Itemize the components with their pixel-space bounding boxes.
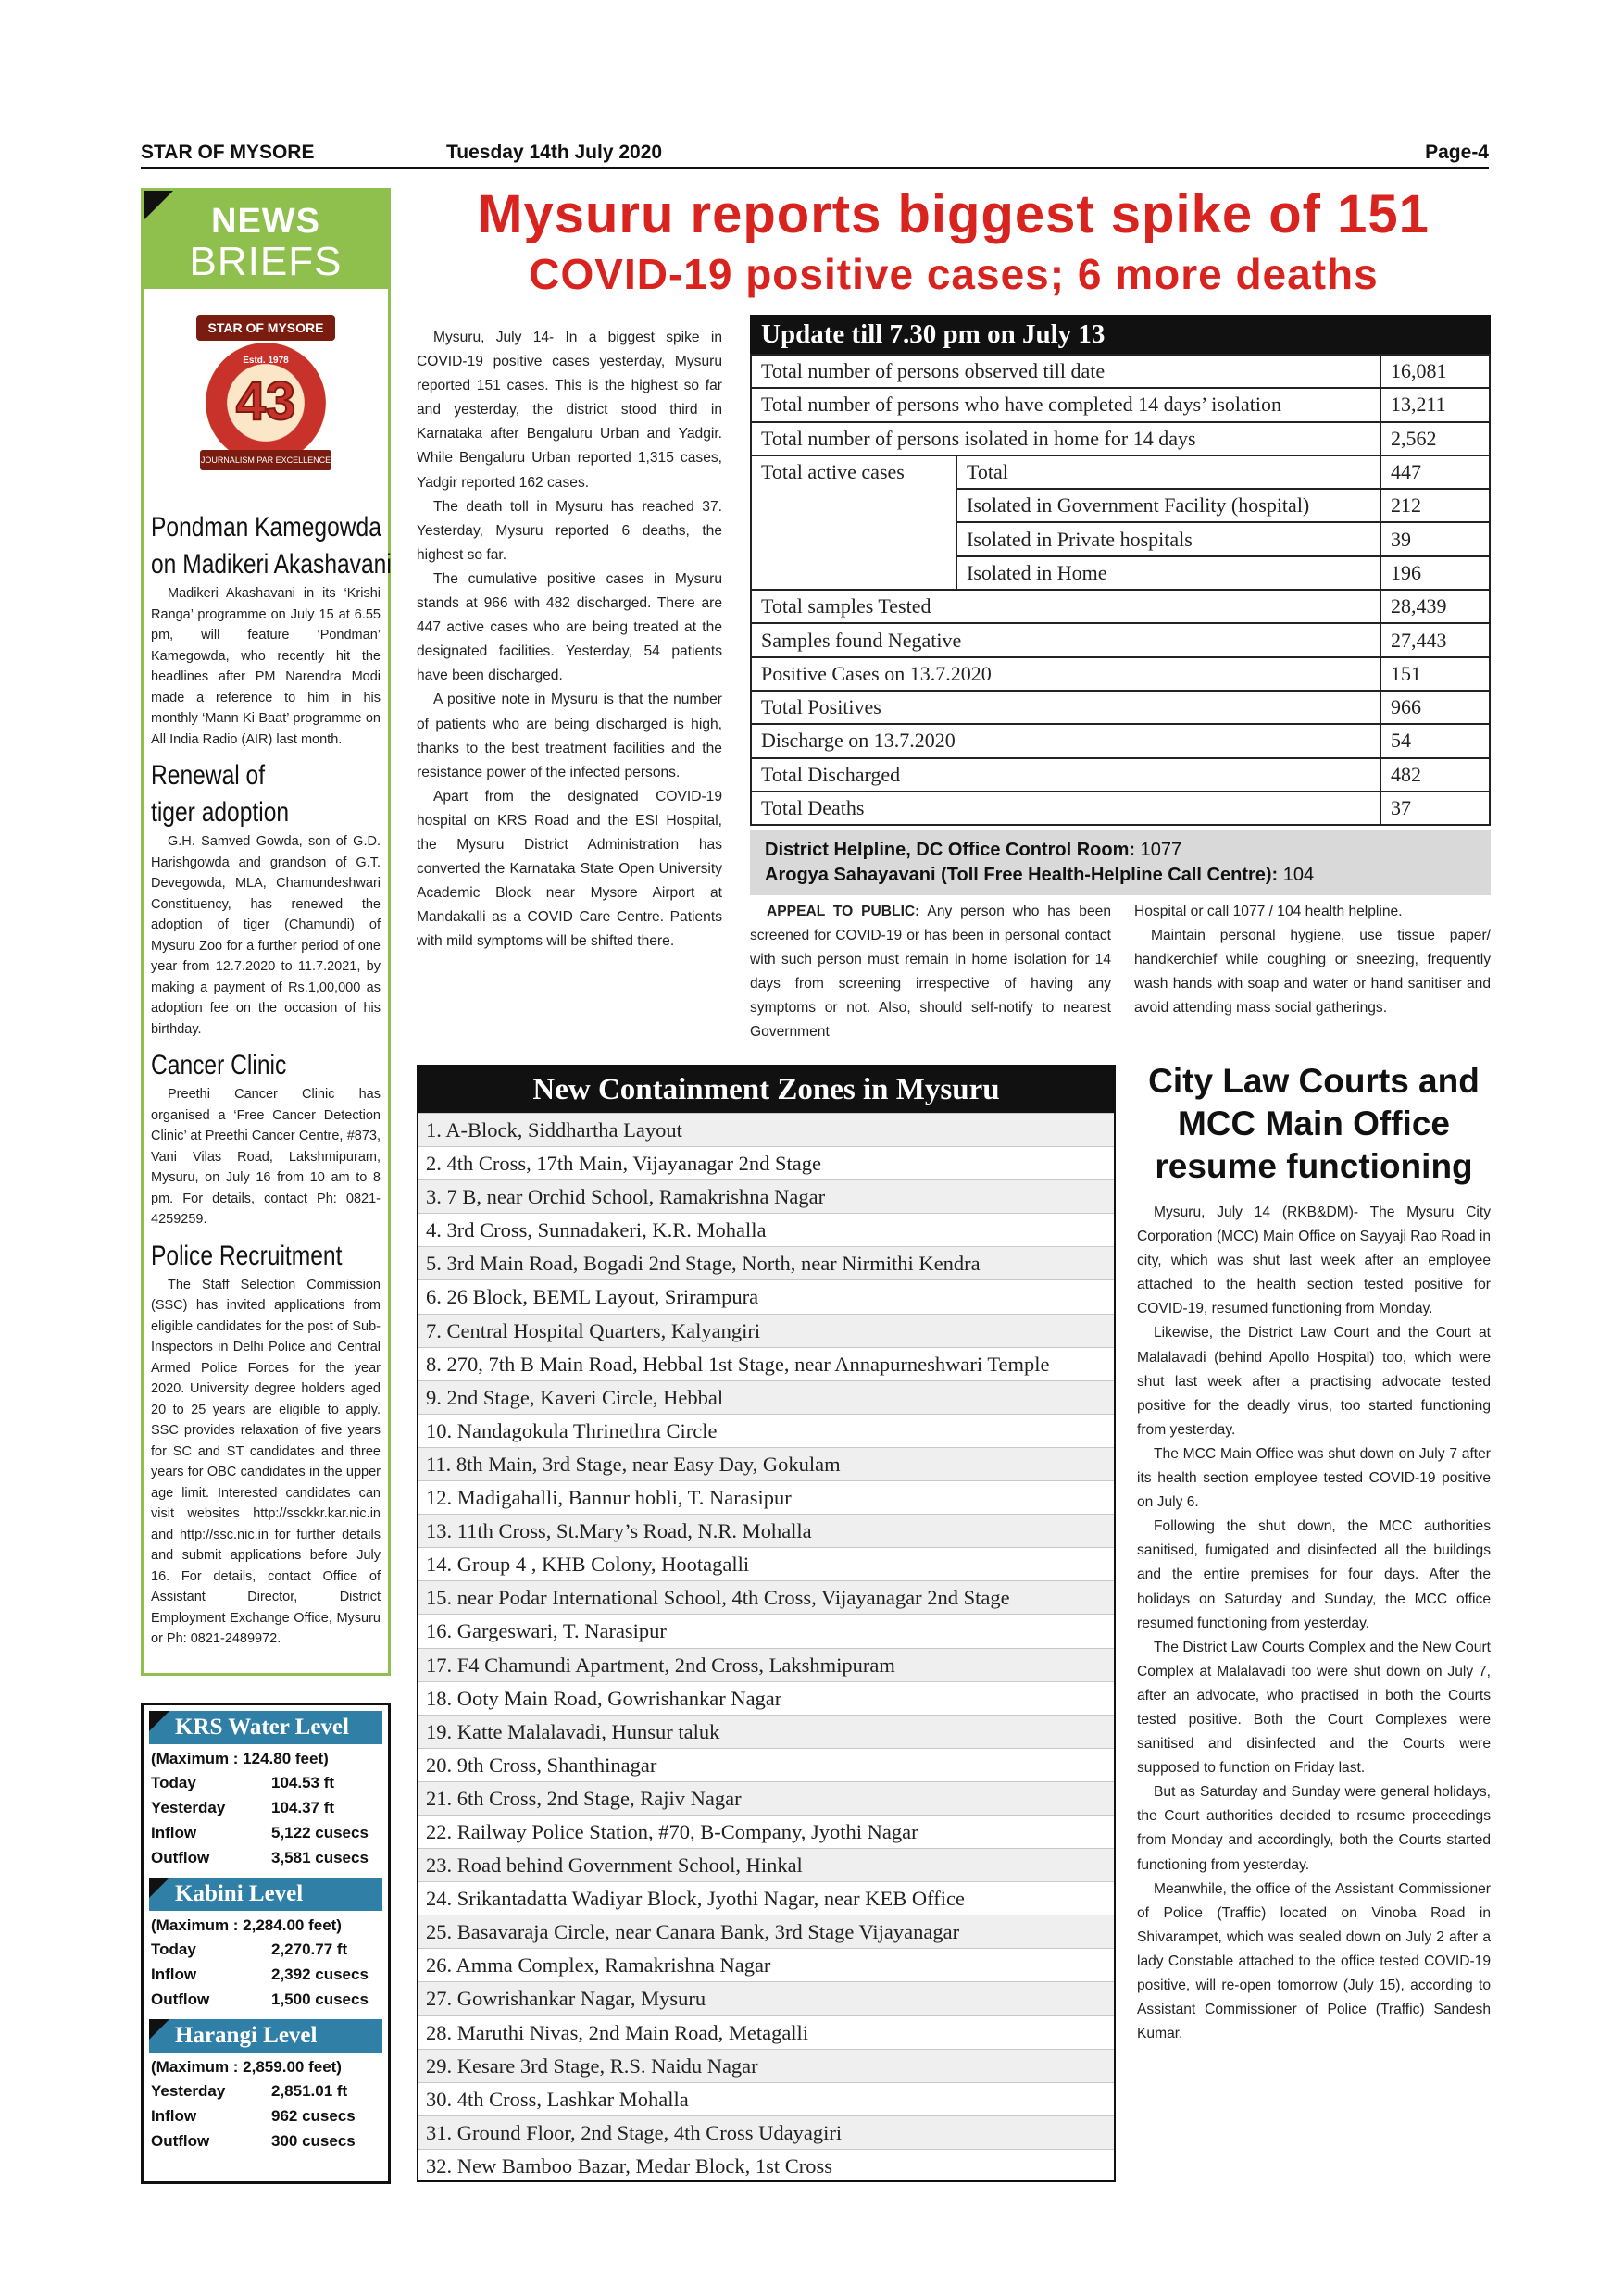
appeal-col2: Hospital or call 1077 / 104 health helpline. Maintain personal hygiene, use tissue paper/ handkerchief while coughing or sneezing, frequently wash hands with soap and water or hand sanitiser and avoid attending mass social gatherings. xyxy=(1134,904,1491,1017)
logo-estd: Estd. 1978 xyxy=(243,356,289,366)
harangi-title: Harangi Level xyxy=(149,2019,382,2053)
kabini-row: Inflow 2,392 cusecs xyxy=(151,1965,369,1983)
paper-name: STAR OF MYSORE xyxy=(141,142,315,163)
update-title: Update till 7.30 pm on July 13 xyxy=(750,315,1491,354)
table-row: Total number of persons who have completed 14 days’ isolation 13,211 xyxy=(751,388,1490,421)
list-item: 26. Amma Complex, Ramakrishna Nagar xyxy=(418,1948,1114,1981)
harangi-row: Outflow 300 cusecs xyxy=(151,2132,356,2150)
corner-triangle-icon xyxy=(149,1711,169,1731)
harangi-row: Inflow 962 cusecs xyxy=(151,2107,356,2125)
list-item: 21. 6th Cross, 2nd Stage, Rajiv Nagar xyxy=(418,1781,1114,1815)
brief-text: G.H. Samved Gowda, son of G.D. Harishgowda and grandson of G.T. Devegowda, MLA, Chamundeshwari Constituency, has renewed the adoption of tiger (Chamundi) of Mysuru Zoo for a further period of one year from 12.7.2020 to 11.7.2021, by making a payment of Rs.1,00,000 as adoption fee on the occasion of his birthday. xyxy=(151,834,381,1037)
list-item: 23. Road behind Government School, Hinkal xyxy=(418,1848,1114,1881)
list-item: 13. 11th Cross, St.Mary’s Road, N.R. Mohalla xyxy=(418,1514,1114,1547)
list-item: 9. 2nd Stage, Kaveri Circle, Hebbal xyxy=(418,1380,1114,1414)
anniversary-logo xyxy=(187,306,344,491)
list-item: 2. 4th Cross, 17th Main, Vijayanagar 2nd Stage xyxy=(418,1146,1114,1179)
list-item: 29. Kesare 3rd Stage, R.S. Naidu Nagar xyxy=(418,2049,1114,2082)
headline-line2: COVID-19 positive cases; 6 more deaths xyxy=(529,250,1379,298)
list-item: 22. Railway Police Station, #70, B-Company, Jyothi Nagar xyxy=(418,1815,1114,1848)
briefs-word: BRIEFS xyxy=(189,239,343,284)
list-item: 10. Nandagokula Thrinethra Circle xyxy=(418,1414,1114,1447)
corner-triangle-icon xyxy=(149,2019,169,2040)
table-row: Isolated in Government Facility (hospital) 212 xyxy=(751,489,1490,522)
brief-text: Madikeri Akashavani in its ‘Krishi Ranga’ programme on July 15 at 6.55 pm, will feature ‘Pondman’ Kamegowda, who recently hit the headlines after PM Narendra Modi made a reference to him in his monthly ‘Mann Ki Baat’ programme on All India Radio (AIR) last month. xyxy=(151,586,381,747)
table-row: Total Positives 966 xyxy=(751,691,1490,724)
logo-banner: STAR OF MYSORE xyxy=(196,315,335,341)
news-word: NEWS xyxy=(211,202,320,241)
story-paragraph: Meanwhile, the office of the Assistant Commissioner of Police (Traffic) located on Vinoba Road in Shivarampet, which was sealed down on July 2 after a lady Constable attached to the office tested COVID-19 positive, will re-open tomorrow (July 15), according to Assistant Commissioner of Police (Traffic) Sandesh Kumar. xyxy=(1137,1880,1491,2042)
page-number: Page-4 xyxy=(1425,142,1489,163)
story-paragraph: Likewise, the District Law Court and the Court at Malalavadi (behind Apollo Hospital) too, which were shut last week after a practising advocate tested positive for the deadly virus, too started functioning from yesterday. xyxy=(1137,1325,1491,1438)
list-item: 12. Madigahalli, Bannur hobli, T. Narasipur xyxy=(418,1480,1114,1514)
kabini-title: Kabini Level xyxy=(149,1878,382,1911)
table-row: Total number of persons isolated in home for 14 days 2,562 xyxy=(751,422,1490,455)
krs-row: Yesterday 104.37 ft xyxy=(151,1799,335,1816)
table-row: Discharge on 13.7.2020 54 xyxy=(751,724,1490,757)
list-item: 27. Gowrishankar Nagar, Mysuru xyxy=(418,1981,1114,2015)
list-item: 18. Ooty Main Road, Gowrishankar Nagar xyxy=(418,1681,1114,1715)
krs-row: Inflow 5,122 cusecs xyxy=(151,1824,369,1841)
court-headline: City Law Courts and MCC Main Office resume functioning xyxy=(1148,1062,1480,1185)
helpline-line: Arogya Sahayavani (Toll Free Health-Helpline Call Centre): 104 xyxy=(765,865,1315,885)
list-item: 30. 4th Cross, Lashkar Mohalla xyxy=(418,2082,1114,2115)
krs-title: KRS Water Level xyxy=(149,1711,382,1744)
list-item: 19. Katte Malalavadi, Hunsur taluk xyxy=(418,1715,1114,1748)
brief-title: Cancer Clinic xyxy=(151,1050,287,1080)
zones-title: New Containment Zones in Mysuru xyxy=(418,1067,1114,1113)
main-story xyxy=(417,326,722,954)
story-paragraph: The cumulative positive cases in Mysuru stands at 966 with 482 discharged. There are 447 active cases who are being treated at the designated facilities. Yesterday, 54 patients have been discharged. xyxy=(417,570,722,684)
table-row: Total number of persons observed till date 16,081 xyxy=(751,355,1490,388)
zones-list xyxy=(418,1113,1114,2182)
kabini-max: (Maximum : 2,284.00 feet) xyxy=(151,1916,342,1934)
list-item: 25. Basavaraja Circle, near Canara Bank, 3rd Stage Vijayanagar xyxy=(418,1915,1114,1948)
page-header xyxy=(141,142,1489,169)
kabini-row: Today 2,270.77 ft xyxy=(151,1940,348,1958)
table-row: Total Deaths 37 xyxy=(751,792,1490,825)
list-item: 11. 8th Main, 3rd Stage, near Easy Day, Gokulam xyxy=(418,1447,1114,1480)
issue-date: Tuesday 14th July 2020 xyxy=(446,142,663,163)
table-row: Total active cases Total 447 xyxy=(751,455,1490,489)
update-table-box xyxy=(750,315,1491,826)
story-paragraph: A positive note in Mysuru is that the number of patients who are being discharged is high, thanks to the best treatment facilities and the resistance power of the infected persons. xyxy=(417,692,722,780)
list-item: 3. 7 B, near Orchid School, Ramakrishna Nagar xyxy=(418,1179,1114,1213)
corner-triangle-icon xyxy=(149,1878,169,1898)
list-item: 17. F4 Chamundi Apartment, 2nd Cross, Lakshmipuram xyxy=(418,1648,1114,1681)
appeal-col1: APPEAL TO PUBLIC: Any person who has been screened for COVID-19 or has been in personal contact with such person must remain in home isolation for 14 days from screening irrespective of having any symptoms or not. Also, should self-notify to nearest Government xyxy=(750,904,1111,1041)
krs-row: Outflow 3,581 cusecs xyxy=(151,1849,369,1866)
brief-title: Pondman Kamegowda xyxy=(151,512,381,543)
krs-max: (Maximum : 124.80 feet) xyxy=(151,1750,329,1767)
brief-text: The Staff Selection Commission (SSC) has invited applications from eligible candidates for the post of Sub-Inspectors in Delhi Police and Central Armed Police Forces for the year 2020. University degree holders aged 20 to 25 years are eligible to apply. SSC provides relaxation of five years for SC and ST candidates and three years for OBC candidates in the upper age limit. Interested candidates can visit websites http://ssckkr.kar.nic.in and http://ssc.nic.in for further details and submit applications before July 16. For details, contact Office of Assistant Director, District Employment Exchange Office, Mysuru or Ph: 0821-2489972. xyxy=(151,1277,381,1646)
news-briefs-header xyxy=(144,191,388,289)
harangi-max: (Maximum : 2,859.00 feet) xyxy=(151,2058,342,2076)
list-item: 14. Group 4 , KHB Colony, Hootagalli xyxy=(418,1547,1114,1580)
kabini-row: Outflow 1,500 cusecs xyxy=(151,1990,369,2008)
logo-ribbon: JOURNALISM PAR EXCELLENCE xyxy=(200,450,331,470)
logo-ring xyxy=(206,343,326,463)
brief-title: on Madikeri Akashavani xyxy=(151,549,392,580)
brief-item xyxy=(144,1238,388,1650)
brief-title: tiger adoption xyxy=(151,797,290,828)
table-row: Total Discharged 482 xyxy=(751,758,1490,792)
table-row: Positive Cases on 13.7.2020 151 xyxy=(751,657,1490,691)
story-paragraph: Apart from the designated COVID-19 hospital on KRS Road and the ESI Hospital, the Mysuru District Administration has converted the Karnataka State Open University Academic Block near Mysore Airport at Mandakalli as a COVID Care Centre. Patients with mild symptoms will be shifted there. xyxy=(417,788,722,950)
brief-title: Police Recruitment xyxy=(151,1240,343,1271)
story-paragraph: The death toll in Mysuru has reached 37. Yesterday, Mysuru reported 6 deaths, the highest so far. xyxy=(417,498,722,563)
water-level-box xyxy=(141,1703,391,2184)
story-paragraph: Mysuru, July 14 (RKB&DM)- The Mysuru City Corporation (MCC) Main Office on Sayyaji Rao Road in city, which was shut last week after an employee attached to the health section tested positive for COVID-19, resumed functioning from Monday. xyxy=(1137,1204,1491,1317)
table-row: Samples found Negative 27,443 xyxy=(751,623,1490,656)
list-item: 24. Srikantadatta Wadiyar Block, Jyothi Nagar, near KEB Office xyxy=(418,1881,1114,1915)
list-item: 31. Ground Floor, 2nd Stage, 4th Cross Udayagiri xyxy=(418,2115,1114,2149)
brief-text: Preethi Cancer Clinic has organised a ‘Free Cancer Detection Clinic’ at Preethi Cancer Centre, #873, Vani Vilas Road, Lakshmipuram, Mysuru, on July 16 from 10 am to 8 pm. For details, contact Ph: 0821-4259259. xyxy=(151,1087,381,1227)
story-paragraph: The MCC Main Office was shut down on July 7 after its health section employee tested COVID-19 positive on July 6. xyxy=(1137,1445,1491,1511)
krs-row: Today 104.53 ft xyxy=(151,1774,335,1791)
story-paragraph: The District Law Courts Complex and the New Court Complex at Malalavadi too were shut down on July 7, after an advocate, who practised in both the Courts tested positive. Both the Court Complexes were sanitised and disinfected and the Courts were supposed to function on Friday last. xyxy=(1137,1639,1491,1777)
containment-zones-box xyxy=(417,1065,1116,2182)
news-briefs-column xyxy=(141,188,391,1676)
list-item: 7. Central Hospital Quarters, Kalyangiri xyxy=(418,1314,1114,1347)
list-item: 15. near Podar International School, 4th Cross, Vijayanagar 2nd Stage xyxy=(418,1580,1114,1614)
story-paragraph: Mysuru, July 14- In a biggest spike in COVID-19 positive cases yesterday, Mysuru reported 151 cases. This is the highest so far and yesterday, the district stood third in Karnataka after Bengaluru Urban and Yadgir. While Bengaluru Urban reported 1,315 cases, Yadgir reported 162 cases. xyxy=(417,330,722,491)
brief-item xyxy=(144,757,388,1040)
update-table xyxy=(750,354,1491,826)
table-row: Total samples Tested 28,439 xyxy=(751,590,1490,623)
court-body xyxy=(1137,1201,1491,2046)
list-item: 16. Gargeswari, T. Narasipur xyxy=(418,1614,1114,1647)
list-item: 20. 9th Cross, Shanthinagar xyxy=(418,1748,1114,1781)
brief-item xyxy=(144,1047,388,1230)
appeal-to-public xyxy=(750,900,1491,1045)
court-story xyxy=(1137,1060,1491,2046)
list-item: 32. New Bamboo Bazar, Medar Block, 1st Cross xyxy=(418,2149,1114,2182)
story-paragraph: But as Saturday and Sunday were general holidays, the Court authorities decided to resume proceedings from Monday and accordingly, both the Courts started functioning from yesterday. xyxy=(1137,1784,1491,1873)
story-paragraph: Following the shut down, the MCC authorities sanitised, fumigated and disinfected all the buildings and the entire premises for four days. After the holidays on Saturday and Sunday, the MCC office resumed functioning from yesterday. xyxy=(1137,1518,1491,1631)
list-item: 5. 3rd Main Road, Bogadi 2nd Stage, North, near Nirmithi Kendra xyxy=(418,1246,1114,1279)
list-item: 1. A-Block, Siddhartha Layout xyxy=(418,1113,1114,1146)
list-item: 28. Maruthi Nivas, 2nd Main Road, Metagalli xyxy=(418,2015,1114,2049)
headline-line1: Mysuru reports biggest spike of 151 xyxy=(478,184,1430,244)
table-row: Isolated in Private hospitals 39 xyxy=(751,522,1490,555)
helpline-line: District Helpline, DC Office Control Room: 1077 xyxy=(765,840,1182,860)
brief-title: Renewal of xyxy=(151,760,266,791)
harangi-row: Yesterday 2,851.01 ft xyxy=(151,2082,348,2100)
list-item: 6. 26 Block, BEML Layout, Srirampura xyxy=(418,1279,1114,1313)
table-row: Isolated in Home 196 xyxy=(751,556,1490,590)
list-item: 4. 3rd Cross, Sunnadakeri, K.R. Mohalla xyxy=(418,1213,1114,1246)
list-item: 8. 270, 7th B Main Road, Hebbal 1st Stage, near Annapurneshwari Temple xyxy=(418,1347,1114,1380)
main-headline xyxy=(417,183,1491,299)
logo-number: 43 xyxy=(235,371,296,431)
helpline-box xyxy=(750,830,1491,895)
brief-item xyxy=(144,509,392,750)
